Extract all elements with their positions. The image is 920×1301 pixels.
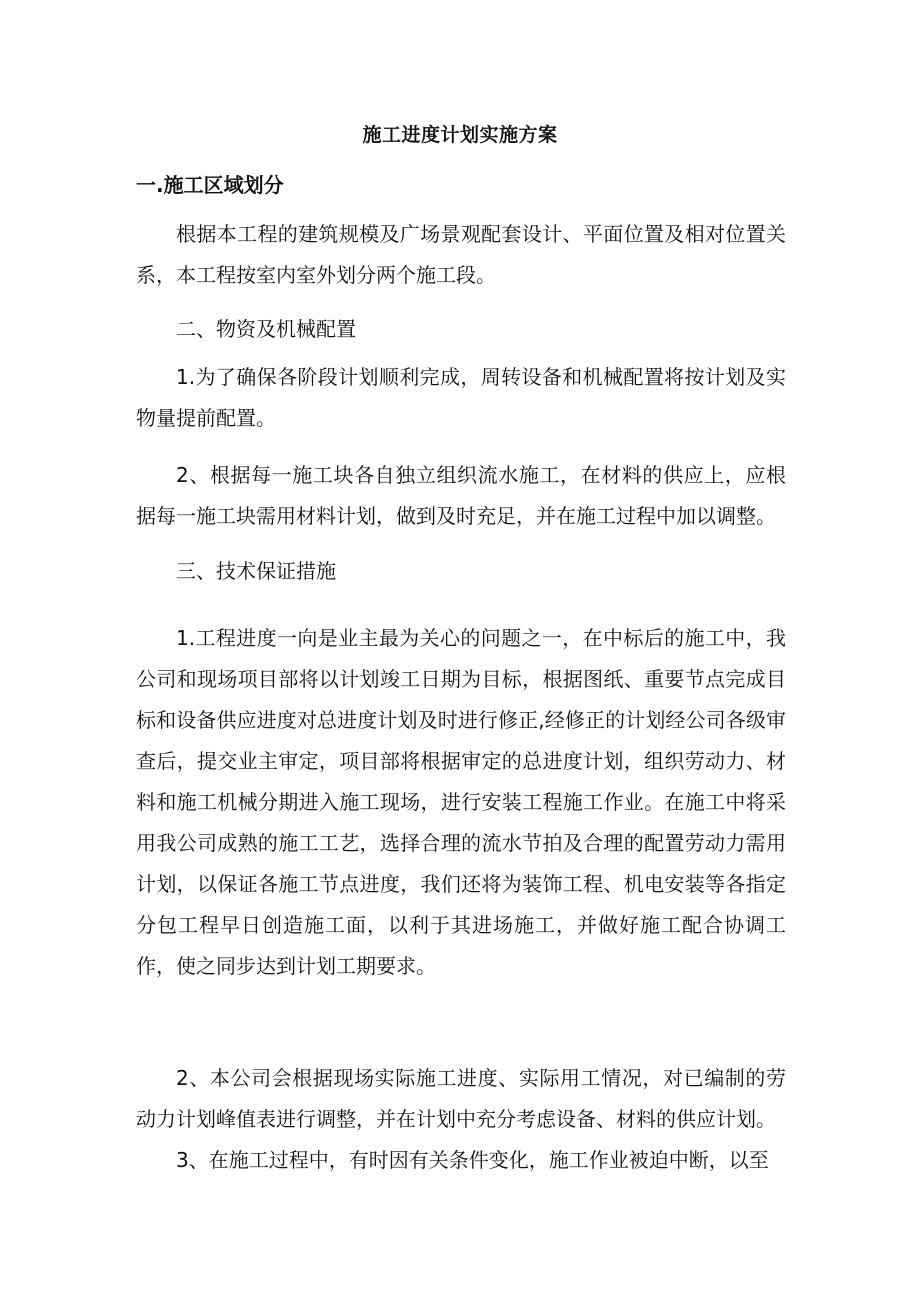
paragraph-2: 1.为了确保各阶段计划顺利完成，周转设备和机械配置将按计划及实物量提前配置。 [136, 365, 786, 430]
document-title: 施工进度计划实施方案 [362, 124, 558, 146]
section-heading-3: 三、技术保证措施 [176, 559, 336, 583]
paragraph-5: 2、本公司会根据现场实际施工进度、实际用工情况，对已编制的劳动力计划峰值表进行调整，并在计划中充分考虑设备、材料的供应计划。 [136, 1066, 786, 1131]
paragraph-3: 2、根据每一施工块各自独立组织流水施工，在材料的供应上，应根据每一施工块需用材料计划，做到及时充足，并在施工过程中加以调整。 [136, 463, 786, 528]
section-heading-1: 一.施工区域划分 [136, 173, 284, 197]
paragraph-1: 根据本工程的建筑规模及广场景观配套设计、平面位置及相对位置关系，本工程按室内室外划分两个施工段。 [136, 222, 786, 287]
paragraph-6: 3、在施工过程中，有时因有关条件变化，施工作业被迫中断，以至 [176, 1148, 769, 1172]
paragraph-4: 1.工程进度一向是业主最为关心的问题之一，在中标后的施工中，我公司和现场项目部将以计划竣工日期为目标，根据图纸、重要节点完成目标和设备供应进度对总进度计划及时进行修正,经修正的计划经公司各级审查后，提交业主审定，项目部将根据审定的总进度计划，组织劳动力、材料和施工机械分期进入施工现场，进行安装工程施工作业。在施工中将采用我公司成熟的施工工艺，选择合理的流水节拍及合理的配置劳动力需用计划，以保证各施工节点进度，我们还将为装饰工程、机电安装等各指定分包工程早日创造施工面，以利于其进场施工，并做好施工配合协调工作，使之同步达到计划工期要求。 [136, 626, 786, 978]
section-heading-2: 二、物资及机械配置 [176, 317, 356, 341]
